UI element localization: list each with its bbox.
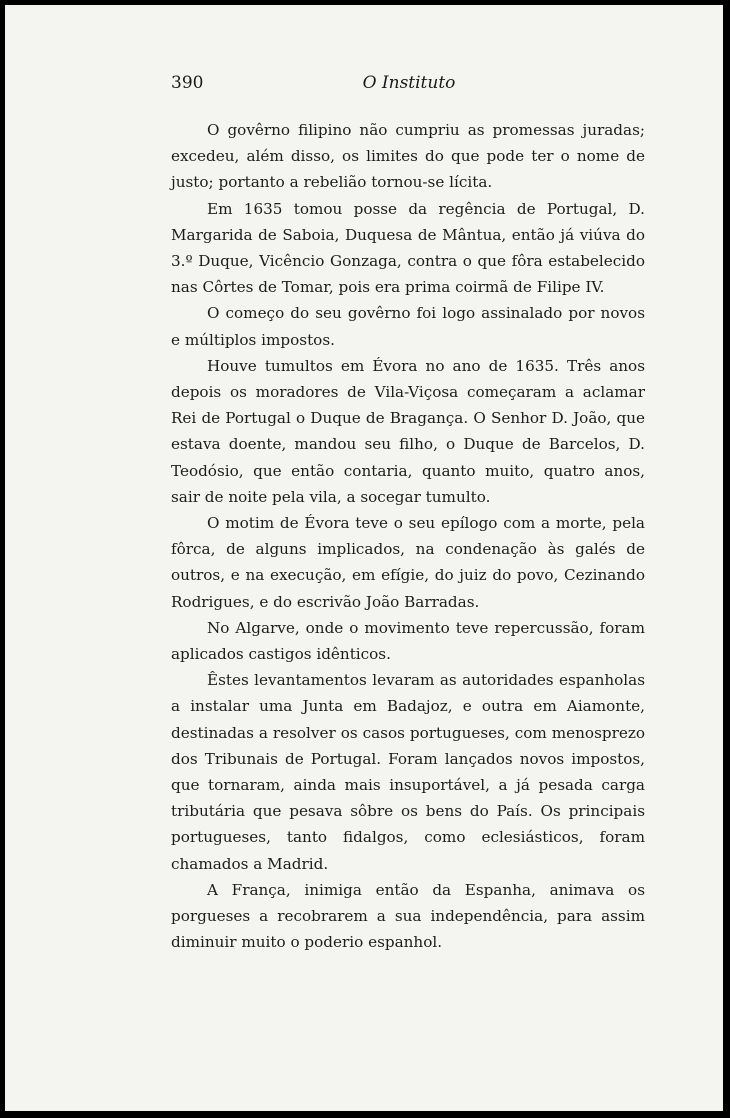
paragraph: No Algarve, onde o movimento teve repercussão, foram aplicados castigos idênticos. [171, 618, 645, 664]
paragraph: O começo do seu govêrno foi logo assinalado por novos e múltiplos impostos. [171, 304, 645, 349]
body-text [171, 117, 645, 956]
book-page [5, 5, 723, 1111]
page-number: 390 [171, 73, 204, 93]
paragraph: O motim de Évora teve o seu epílogo com a morte, pela fôrca, de alguns implicados, na condenação às galés de outros, e na execução, em efígie, do juiz do povo, Cezinando Rodrigues, e do escrivão João Barradas. [171, 514, 645, 611]
paragraph: A França, inimiga então da Espanha, animava os porgueses a recobrarem a sua independência, para assim diminuir muito o poderio espanhol. [171, 880, 645, 952]
page-header [171, 73, 647, 97]
paragraph: O govêrno filipino não cumpriu as promessas juradas; excedeu, além disso, os limites do que pode ter o nome de justo; portanto a rebelião tornou-se lícita. [171, 121, 645, 192]
running-title: O Instituto [362, 73, 456, 93]
paragraph: Êstes levantamentos levaram as autoridades espanholas a instalar uma Junta em Badajoz, e outra em Aiamonte, destinadas a resolver os casos portugueses, com menosprezo dos Tribunais de Portugal. Foram lançados novos impostos, que tornaram, ainda mais insuportável, a já pesada carga tributária que pesava sôbre os bens do País. Os principais portugueses, tanto fidalgos, como eclesiásticos, foram chamados a Madrid. [171, 671, 645, 873]
paragraph: Em 1635 tomou posse da regência de Portugal, D. Margarida de Saboia, Duquesa de Mântua, então já viúva do 3.º Duque, Vicêncio Gonzaga, contra o que fôra estabelecido nas Côrtes de Tomar, pois era prima coirmã de Filipe IV. [171, 199, 645, 297]
paragraph: Houve tumultos em Évora no ano de 1635. Três anos depois os moradores de Vila-Viçosa começaram a aclamar Rei de Portugal o Duque de Bragança. O Senhor D. João, que estava doente, mandou seu filho, o Duque de Barcelos, D. Teodósio, que então contaria, quanto muito, quatro anos, sair de noite pela vila, a socegar tumulto. [171, 356, 645, 506]
